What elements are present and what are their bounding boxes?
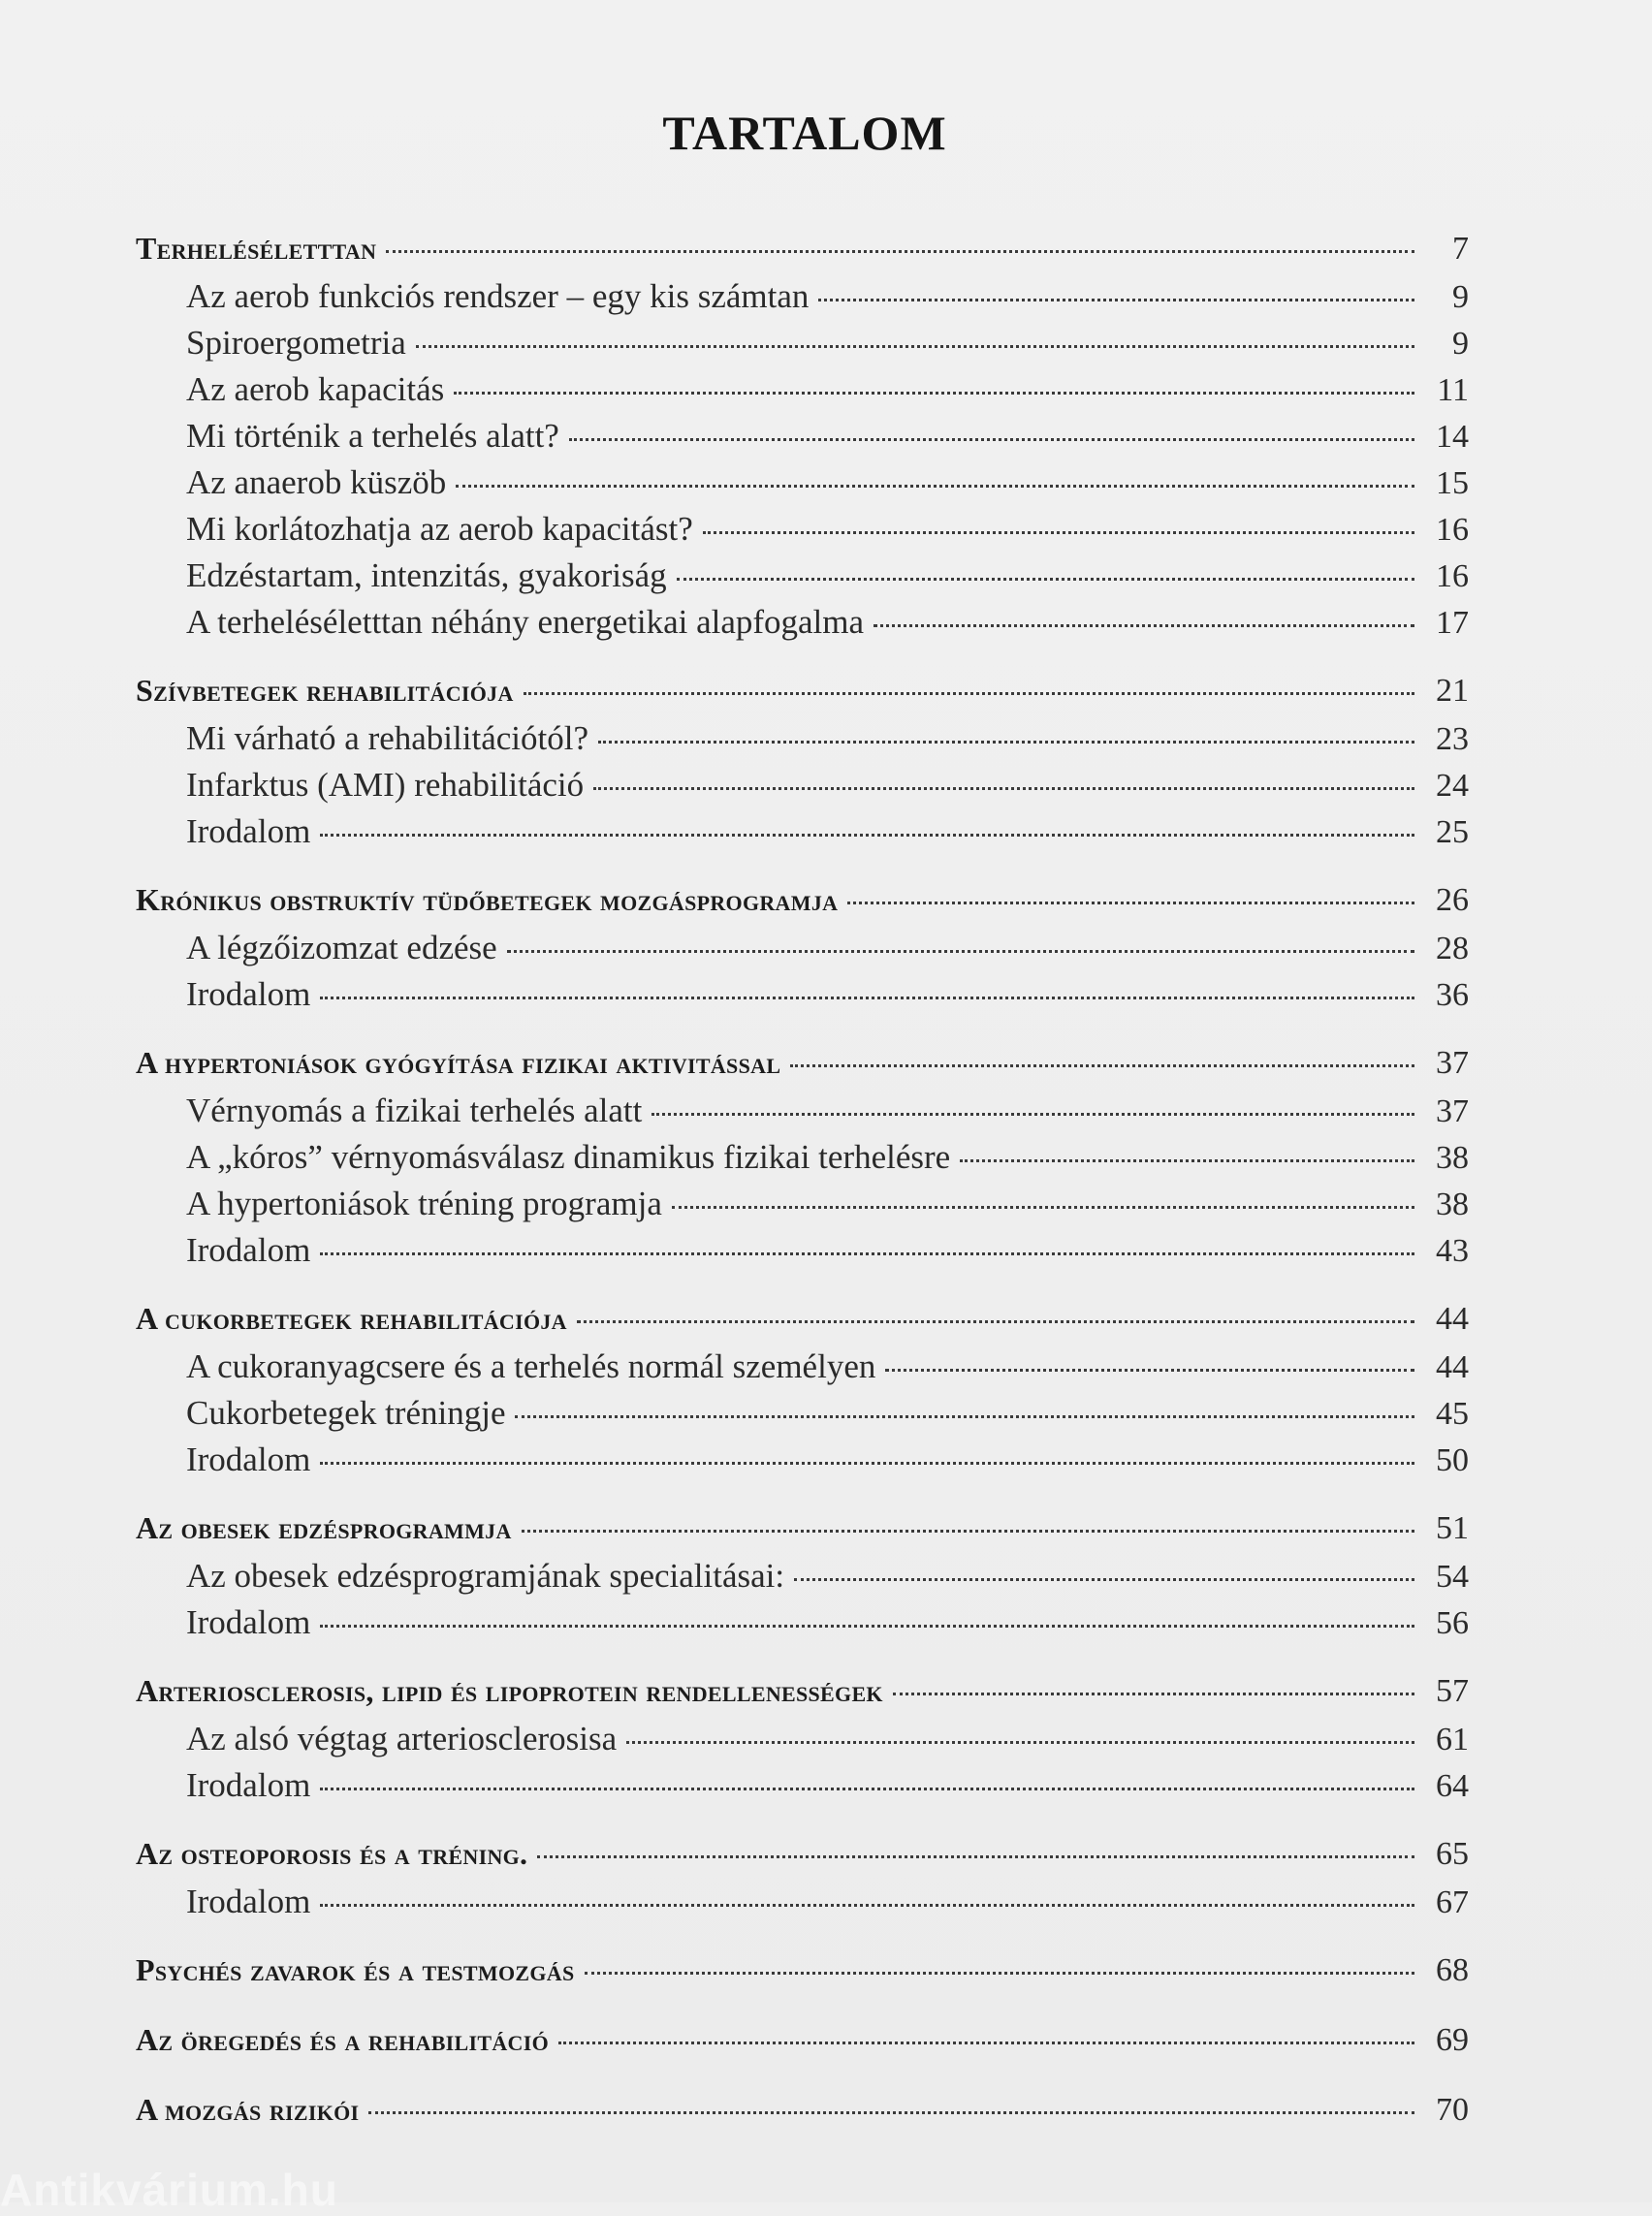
dot-leader xyxy=(577,1320,1414,1323)
toc-subentry-label: Az aerob funkciós rendszer – egy kis számtan xyxy=(186,277,810,315)
toc-section xyxy=(136,882,1469,1022)
page-number: 11 xyxy=(1437,372,1469,408)
dot-leader xyxy=(558,2042,1414,2044)
dot-leader xyxy=(651,1113,1414,1116)
toc-subentry-label: Irodalom xyxy=(186,1231,311,1269)
page-number: 24 xyxy=(1436,768,1469,804)
toc-subentry-label: Irodalom xyxy=(186,1883,311,1920)
toc-chapter-entry xyxy=(136,1510,1469,1557)
toc-chapter-entry xyxy=(136,1836,1469,1883)
toc-section xyxy=(136,2022,1469,2069)
toc-subentry-label: Az anaerob küszöb xyxy=(186,463,447,501)
toc-chapter-entry-label: Az osteoporosis és a tréning. xyxy=(136,1836,528,1871)
page-number: 37 xyxy=(1436,1045,1469,1081)
dot-leader xyxy=(507,950,1414,953)
toc-subentry xyxy=(136,1440,1469,1487)
toc-chapter-entry-label: Szívbetegek rehabilitációja xyxy=(136,673,514,708)
toc-subentry xyxy=(136,1347,1469,1394)
toc-chapter-entry xyxy=(136,2022,1469,2069)
page-number: 44 xyxy=(1436,1349,1469,1385)
toc-chapter-entry xyxy=(136,882,1469,929)
page-number: 65 xyxy=(1436,1836,1469,1872)
page-number: 50 xyxy=(1436,1442,1469,1478)
toc-subentry xyxy=(136,556,1469,603)
watermark-text: Antikvárium.hu xyxy=(0,2165,338,2215)
dot-leader xyxy=(598,741,1414,744)
dot-leader xyxy=(320,1904,1414,1907)
toc-subentry xyxy=(136,603,1469,649)
page-number: 51 xyxy=(1436,1510,1469,1546)
dot-leader xyxy=(569,438,1414,441)
page-number: 38 xyxy=(1436,1187,1469,1222)
dot-leader xyxy=(524,692,1414,695)
toc-subentry-label: Mi történik a terhelés alatt? xyxy=(186,417,559,455)
toc-subentry xyxy=(136,929,1469,975)
toc-section xyxy=(136,1836,1469,1929)
dot-leader xyxy=(593,787,1414,790)
page-number: 57 xyxy=(1436,1673,1469,1709)
page-number: 14 xyxy=(1436,419,1469,455)
toc-subentry xyxy=(136,766,1469,812)
toc-subentry xyxy=(136,1603,1469,1650)
dot-leader xyxy=(885,1369,1414,1372)
dot-leader xyxy=(320,834,1414,837)
toc-section xyxy=(136,1301,1469,1487)
toc-chapter-entry xyxy=(136,231,1469,277)
page-number: 64 xyxy=(1436,1768,1469,1804)
page-number: 9 xyxy=(1452,279,1469,315)
toc-subentry-label: Vérnyomás a fizikai terhelés alatt xyxy=(186,1092,643,1129)
dot-leader xyxy=(515,1415,1414,1418)
page-number: 16 xyxy=(1436,558,1469,594)
dot-leader xyxy=(790,1064,1414,1067)
page-number: 45 xyxy=(1436,1396,1469,1432)
page-number: 67 xyxy=(1436,1884,1469,1920)
toc-chapter-entry-label: A mozgás rizikói xyxy=(136,2092,360,2127)
toc-section xyxy=(136,1510,1469,1650)
toc-subentry xyxy=(136,1766,1469,1813)
page-number: 61 xyxy=(1436,1722,1469,1757)
toc-subentry xyxy=(136,1883,1469,1929)
toc-subentry-label: Irodalom xyxy=(186,975,311,1013)
page-number: 7 xyxy=(1452,231,1469,267)
toc-subentry-label: Edzéstartam, intenzitás, gyakoriság xyxy=(186,556,667,594)
page-number: 70 xyxy=(1436,2092,1469,2128)
toc-section xyxy=(136,2092,1469,2138)
toc-subentry-label: A „kóros” vérnyomásválasz dinamikus fizikai terhelésre xyxy=(186,1138,951,1176)
dot-leader xyxy=(386,250,1414,253)
dot-leader xyxy=(522,1530,1414,1533)
toc-subentry xyxy=(136,719,1469,766)
toc-chapter-entry-label: Az obesek edzésprogrammja xyxy=(136,1510,512,1545)
page-number: 28 xyxy=(1436,931,1469,966)
toc-subentry xyxy=(136,1138,1469,1185)
toc-subentry xyxy=(136,1557,1469,1603)
dot-leader xyxy=(794,1578,1414,1581)
dot-leader xyxy=(672,1206,1414,1209)
toc-subentry-label: Az obesek edzésprogramjának specialitásai: xyxy=(186,1557,785,1595)
toc-chapter-entry-label: A hypertoniások gyógyítása fizikai aktivitással xyxy=(136,1045,781,1080)
toc-section xyxy=(136,231,1469,649)
page-title: TARTALOM xyxy=(662,106,947,160)
toc-subentry-label: Az alsó végtag arteriosclerosisa xyxy=(186,1720,618,1757)
page-number: 21 xyxy=(1436,673,1469,709)
page-number: 38 xyxy=(1436,1140,1469,1176)
toc-subentry-label: Mi korlátozhatja az aerob kapacitást? xyxy=(186,510,693,548)
toc-subentry xyxy=(136,1720,1469,1766)
page-number: 17 xyxy=(1436,605,1469,641)
toc-subentry xyxy=(136,370,1469,417)
toc-subentry-label: Spiroergometria xyxy=(186,324,406,362)
page-number: 56 xyxy=(1436,1605,1469,1641)
toc-chapter-entry xyxy=(136,673,1469,719)
toc-subentry xyxy=(136,975,1469,1022)
dot-leader xyxy=(703,531,1414,534)
toc-subentry xyxy=(136,463,1469,510)
page-number: 25 xyxy=(1436,814,1469,850)
toc-subentry-label: Irodalom xyxy=(186,1440,311,1478)
dot-leader xyxy=(320,1788,1414,1790)
toc-subentry-label: A cukoranyagcsere és a terhelés normál személyen xyxy=(186,1347,876,1385)
dot-leader xyxy=(320,1462,1414,1465)
page-number: 26 xyxy=(1436,882,1469,918)
dot-leader xyxy=(416,345,1414,348)
toc-subentry xyxy=(136,1185,1469,1231)
dot-leader xyxy=(585,1972,1415,1975)
toc-subentry xyxy=(136,1092,1469,1138)
page-number: 16 xyxy=(1436,512,1469,548)
toc-chapter-entry-label: Krónikus obstruktív tüdőbetegek mozgásprogramja xyxy=(136,882,839,917)
page-number: 37 xyxy=(1436,1093,1469,1129)
toc-section xyxy=(136,1045,1469,1278)
dot-leader xyxy=(456,485,1414,488)
toc-subentry-label: Az aerob kapacitás xyxy=(186,370,445,408)
dot-leader xyxy=(847,902,1414,904)
dot-leader xyxy=(960,1159,1414,1162)
toc-chapter-entry xyxy=(136,1301,1469,1347)
toc-chapter-entry xyxy=(136,1952,1469,1999)
toc-chapter-entry xyxy=(136,2092,1469,2138)
toc-subentry xyxy=(136,417,1469,463)
page-number: 23 xyxy=(1436,721,1469,757)
dot-leader xyxy=(320,1625,1414,1628)
dot-leader xyxy=(368,2111,1414,2114)
dot-leader xyxy=(320,1252,1414,1255)
toc-chapter-entry-label: A cukorbetegek rehabilitációja xyxy=(136,1301,567,1336)
toc-subentry-label: Irodalom xyxy=(186,1603,311,1641)
page-number: 68 xyxy=(1436,1952,1469,1988)
toc-subentry xyxy=(136,277,1469,324)
toc-subentry-label: A hypertoniások tréning programja xyxy=(186,1185,662,1222)
toc-subentry xyxy=(136,324,1469,370)
page-number: 44 xyxy=(1436,1301,1469,1337)
dot-leader xyxy=(626,1741,1414,1744)
page-number: 54 xyxy=(1436,1559,1469,1595)
toc-subentry-label: Irodalom xyxy=(186,1766,311,1804)
toc-subentry-label: A terheléséletttan néhány energetikai alapfogalma xyxy=(186,603,865,641)
toc-chapter-entry-label: Az öregedés és a rehabilitáció xyxy=(136,2022,549,2057)
table-of-contents xyxy=(136,231,1469,2162)
dot-leader xyxy=(874,624,1414,627)
dot-leader xyxy=(320,997,1414,999)
toc-chapter-entry xyxy=(136,1045,1469,1092)
toc-subentry-label: A légzőizomzat edzése xyxy=(186,929,497,966)
toc-subentry-label: Cukorbetegek tréningje xyxy=(186,1394,506,1432)
toc-section xyxy=(136,1952,1469,1999)
toc-chapter-entry-label: Psychés zavarok és a testmozgás xyxy=(136,1952,575,1987)
toc-subentry xyxy=(136,510,1469,556)
page-number: 43 xyxy=(1436,1233,1469,1269)
dot-leader xyxy=(893,1693,1414,1695)
toc-subentry xyxy=(136,1394,1469,1440)
toc-subentry-label: Infarktus (AMI) rehabilitáció xyxy=(186,766,585,804)
toc-section xyxy=(136,673,1469,859)
toc-chapter-entry-label: Arteriosclerosis, lipid és lipoprotein rendellenességek xyxy=(136,1673,883,1708)
page-number: 69 xyxy=(1436,2022,1469,2058)
page-number: 15 xyxy=(1436,465,1469,501)
dot-leader xyxy=(537,1855,1414,1858)
toc-subentry xyxy=(136,812,1469,859)
page-number: 9 xyxy=(1452,326,1469,362)
toc-chapter-entry-label: Terheléséletttan xyxy=(136,231,377,266)
toc-subentry xyxy=(136,1231,1469,1278)
toc-chapter-entry xyxy=(136,1673,1469,1720)
page-number: 36 xyxy=(1436,977,1469,1013)
toc-subentry-label: Mi várható a rehabilitációtól? xyxy=(186,719,588,757)
toc-section xyxy=(136,1673,1469,1813)
dot-leader xyxy=(454,392,1414,395)
dot-leader xyxy=(818,299,1414,301)
toc-subentry-label: Irodalom xyxy=(186,812,311,850)
dot-leader xyxy=(677,578,1414,581)
